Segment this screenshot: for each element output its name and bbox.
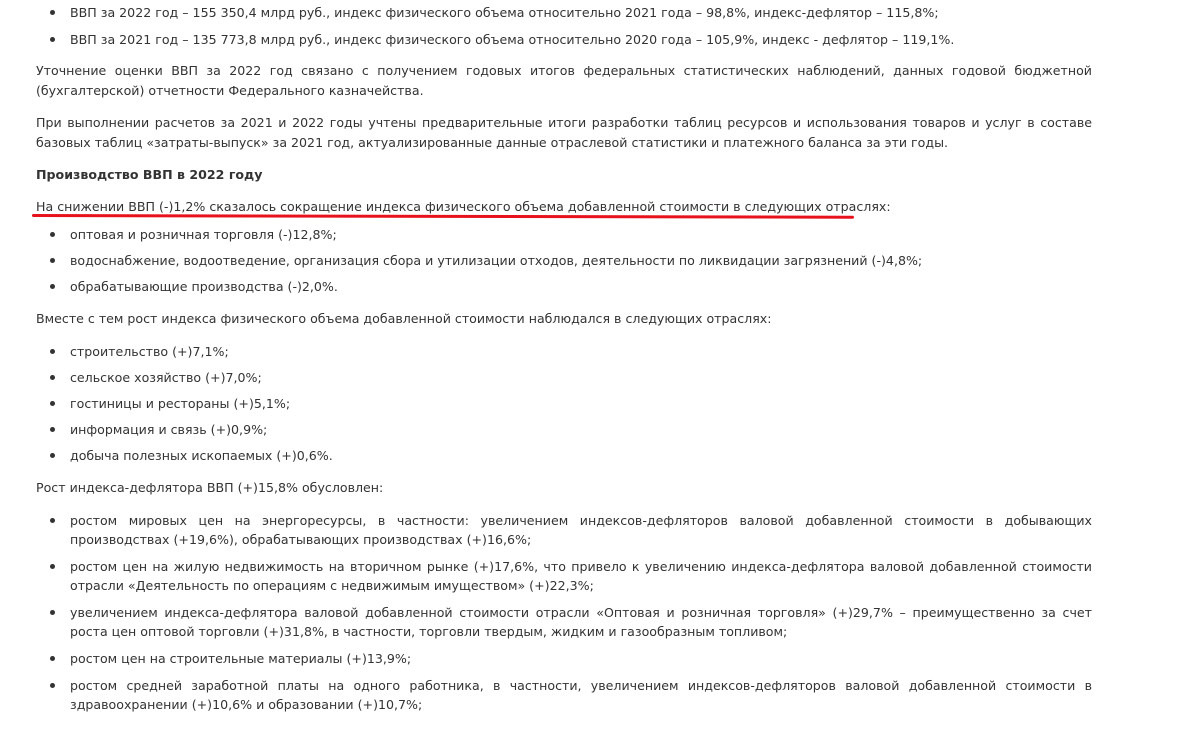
list-item: строительство (+)7,1%; bbox=[36, 342, 1092, 361]
list-item: водоснабжение, водоотведение, организация сбора и утилизации отходов, деятельности по ликвидации загрязнений (-)4,8%; bbox=[36, 251, 1092, 270]
document-body bbox=[36, 0, 1092, 714]
gdp-list bbox=[36, 3, 1092, 49]
paragraph-decline: На снижении ВВП (-)1,2% сказалось сокращение индекса физического объема добавленной стоимости в следующих отраслях: bbox=[36, 199, 891, 214]
list-item: сельское хозяйство (+)7,0%; bbox=[36, 368, 1092, 387]
list-item: ростом средней заработной платы на одного работника, в частности, увеличением индексов-дефляторов валовой добавленной стоимости в здравоохранении (+)10,6% и образовании (+)10,7%; bbox=[36, 676, 1092, 714]
paragraph-refinement: Уточнение оценки ВВП за 2022 год связано с получением годовых итогов федеральных статистических наблюдений, данных годовой бюджетной (бухгалтерской) отчетности Федерального казначейства. bbox=[36, 63, 1092, 98]
list-item: добыча полезных ископаемых (+)0,6%. bbox=[36, 446, 1092, 465]
list-item: ВВП за 2021 год – 135 773,8 млрд руб., индекс физического объема относительно 2020 года – 105,9%, индекс - дефлятор – 119,1%. bbox=[36, 30, 1092, 49]
growth-list bbox=[36, 342, 1092, 465]
list-item: информация и связь (+)0,9%; bbox=[36, 420, 1092, 439]
paragraph-growth: Вместе с тем рост индекса физического объема добавленной стоимости наблюдался в следующих отраслях: bbox=[36, 310, 772, 326]
list-item: ростом цен на жилую недвижимость на вторичном рынке (+)17,6%, что привело к увеличению индекса-дефлятора валовой добавленной стоимости отрасли «Деятельность по операциям с недвижимым имуществом» (+)22,3%; bbox=[36, 557, 1092, 595]
list-item: ростом мировых цен на энергоресурсы, в частности: увеличением индексов-дефляторов валовой добавленной стоимости в добывающих производствах (+19,6%), обрабатывающих производствах (+)16,6%; bbox=[36, 511, 1092, 549]
list-item: оптовая и розничная торговля (-)12,8%; bbox=[36, 225, 1092, 244]
list-item: ростом цен на строительные материалы (+)13,9%; bbox=[36, 649, 1092, 668]
list-item: ВВП за 2022 год – 155 350,4 млрд руб., индекс физического объема относительно 2021 года – 98,8%, индекс-дефлятор – 115,8%; bbox=[36, 3, 1092, 22]
list-item: обрабатывающие производства (-)2,0%. bbox=[36, 277, 1092, 296]
paragraph-calculations: При выполнении расчетов за 2021 и 2022 годы учтены предварительные итоги разработки таблиц ресурсов и использования товаров и услуг в составе базовых таблиц «затраты-выпуск» за 2021 год, актуализированные данные отраслевой статистики и платежного баланса за эти годы. bbox=[36, 115, 1092, 150]
deflator-list bbox=[36, 511, 1092, 714]
decline-list bbox=[36, 225, 1092, 296]
paragraph-deflator: Рост индекса-дефлятора ВВП (+)15,8% обусловлен: bbox=[36, 480, 384, 495]
list-item: увеличением индекса-дефлятора валовой добавленной стоимости отрасли «Оптовая и розничная торговля» (+)29,7% – преимущественно за счет роста цен оптовой торговли (+)31,8%, в частности, торговли твердым, жидким и газообразным топливом; bbox=[36, 603, 1092, 641]
section-heading: Производство ВВП в 2022 году bbox=[36, 167, 263, 182]
list-item: гостиницы и рестораны (+)5,1%; bbox=[36, 394, 1092, 413]
